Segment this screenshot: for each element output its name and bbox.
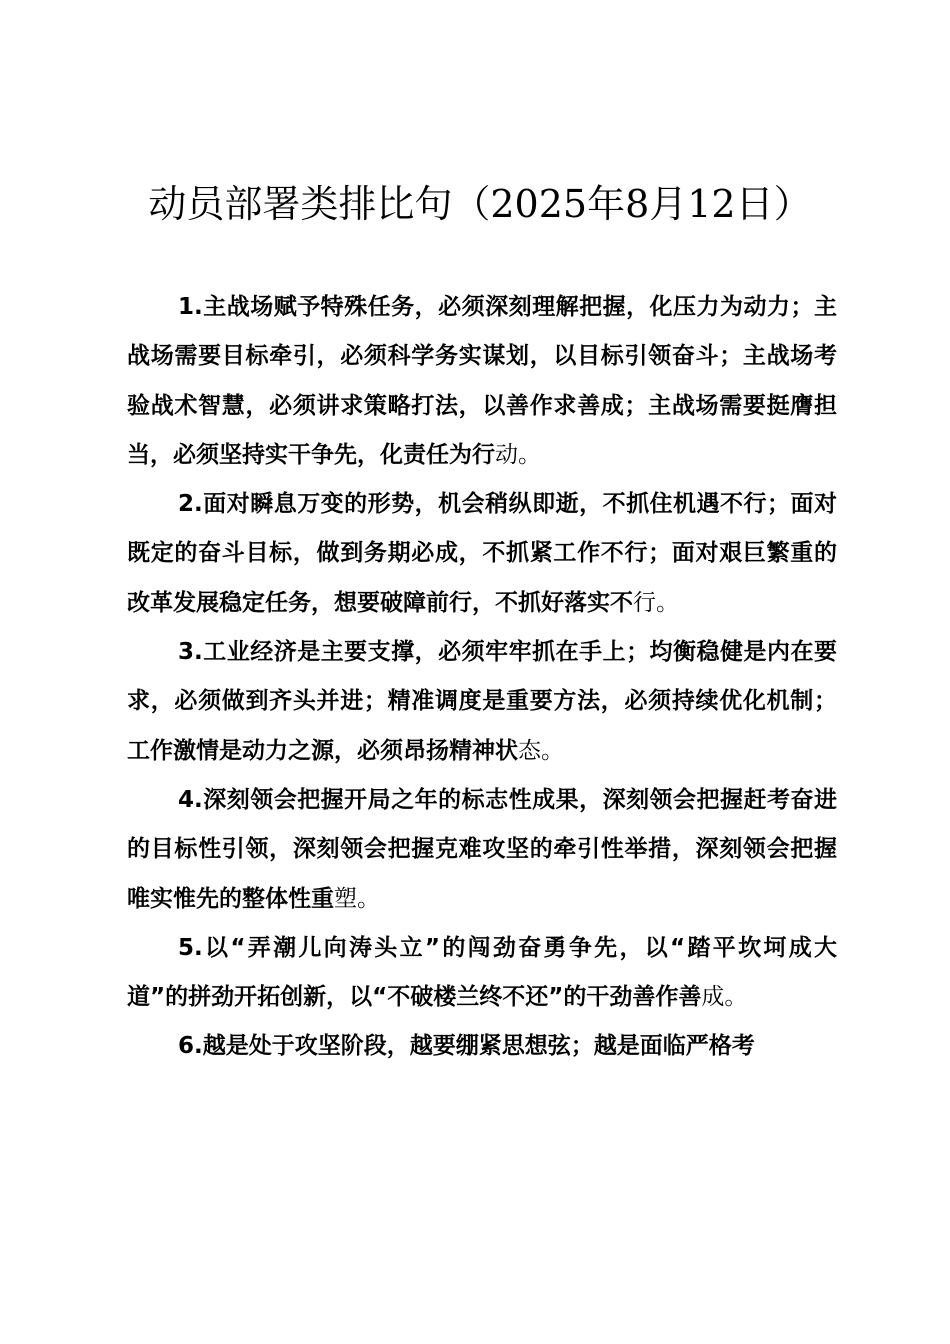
paragraph-text: 4.深刻领会把握开局之年的标志性成果，深刻领会把握赶考奋进的目标性引领，深刻领会把握克难攻坚的牵引性举措，深刻领会把握唯实惟先的整体性重 xyxy=(127,786,837,912)
paragraph-tail: 动。 xyxy=(495,441,541,468)
paragraph-3 xyxy=(127,628,837,776)
paragraph-4 xyxy=(127,776,837,924)
paragraph-tail: 塑。 xyxy=(334,885,380,912)
paragraph-5 xyxy=(127,924,837,1023)
document-body xyxy=(127,283,837,1072)
paragraph-text: 5.以“弄潮儿向涛头立”的闯劲奋勇争先，以“踏平坎坷成大道”的拼劲开拓创新，以“不破楼兰终不还”的干劲善作善 xyxy=(127,934,837,1011)
paragraph-2 xyxy=(127,480,837,628)
paragraph-tail: 成。 xyxy=(701,984,748,1011)
paragraph-1 xyxy=(127,283,837,480)
paragraph-tail: 态。 xyxy=(518,737,564,764)
paragraph-text: 3.工业经济是主要支撑，必须牢牢抓在手上；均衡稳健是内在要求，必须做到齐头并进；精准调度是重要方法，必须持续优化机制；工作激情是动力之源，必须昂扬精神状 xyxy=(127,639,837,764)
paragraph-text: 1.主战场赋予特殊任务，必须深刻理解把握，化压力为动力；主战场需要目标牵引，必须科学务实谋划，以目标引领奋斗；主战场考验战术智慧，必须讲求策略打法，以善作求善成；主战场需要挺膺担当，必须坚持实干争先，化责任为行 xyxy=(127,294,837,468)
paragraph-text: 2.面对瞬息万变的形势，机会稍纵即逝，不抓住机遇不行；面对既定的奋斗目标，做到务期必成，不抓紧工作不行；面对艰巨繁重的改革发展稳定任务，想要破障前行，不抓好落实不 xyxy=(127,491,837,616)
paragraph-6 xyxy=(127,1022,837,1071)
paragraph-tail: 行。 xyxy=(633,589,679,616)
document-title: 动员部署类排比句（2025年8月12日） xyxy=(148,182,812,226)
paragraph-text: 6.越是处于攻坚阶段，越要绷紧思想弦；越是面临严格考 xyxy=(178,1033,755,1060)
